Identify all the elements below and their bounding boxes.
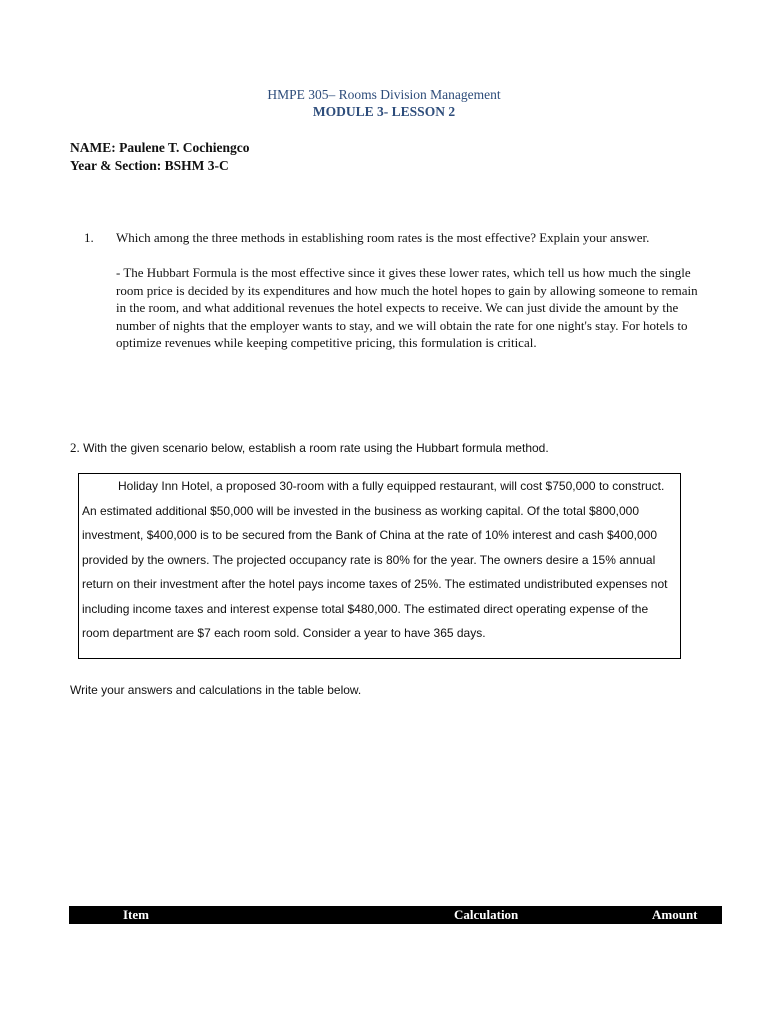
student-name: NAME: Paulene T. Cochiengco (70, 140, 250, 155)
table-header-item: Item (123, 907, 149, 922)
question-1-number: 1. (84, 230, 94, 245)
answer-table-header (69, 906, 722, 924)
table-header-calculation: Calculation (454, 907, 519, 922)
scenario-paragraph (82, 474, 677, 646)
question-2-number: 2. (70, 440, 80, 455)
table-header-amount: Amount (652, 907, 698, 922)
question-2-text: With the given scenario below, establish a room rate using the Hubbart formula method. (83, 441, 549, 455)
module-lesson-heading: MODULE 3- LESSON 2 (312, 104, 456, 119)
question-1-text: Which among the three methods in establishing room rates is the most effective? Explain your answer. (116, 230, 650, 245)
answer-1: - The Hubbart Formula is the most effective since it gives these lower rates, which tell us how much the single room price is decided by its expenditures and how much the hotel hopes to gain by allowing someone to remain in the room, and what additional revenues the hotel expects to receive. We can just divide the amount by the number of nights that the employer wants to stay, and we will obtain the rate for one night's stay. For hotels to optimize revenues while keeping competitive pricing, this formulation is critical. (116, 265, 698, 350)
question-1 (84, 229, 664, 247)
scenario-box (78, 473, 681, 659)
table-instruction: Write your answers and calculations in the table below. (70, 683, 362, 697)
document-title: HMPE 305– Rooms Division Management (267, 87, 501, 102)
student-year-section: Year & Section: BSHM 3-C (70, 158, 229, 173)
scenario-text: Holiday Inn Hotel, a proposed 30-room with a fully equipped restaurant, will cost $750,000 to construct. An estimated additional $50,000 will be invested in the business as working capital. Of the total $800,000 investment, $400,000 is to be secured from the Bank of China at the rate of 10% interest and cash $400,000 provided by the owners. The projected occupancy rate is 80% for the year. The owners desire a 15% annual return on their investment after the hotel pays income taxes of 25%. The estimated undistributed expenses not including income taxes and interest expense total $480,000. The estimated direct operating expense of the room department are $7 each room sold. Consider a year to have 365 days. (82, 479, 668, 640)
question-2 (70, 440, 710, 456)
